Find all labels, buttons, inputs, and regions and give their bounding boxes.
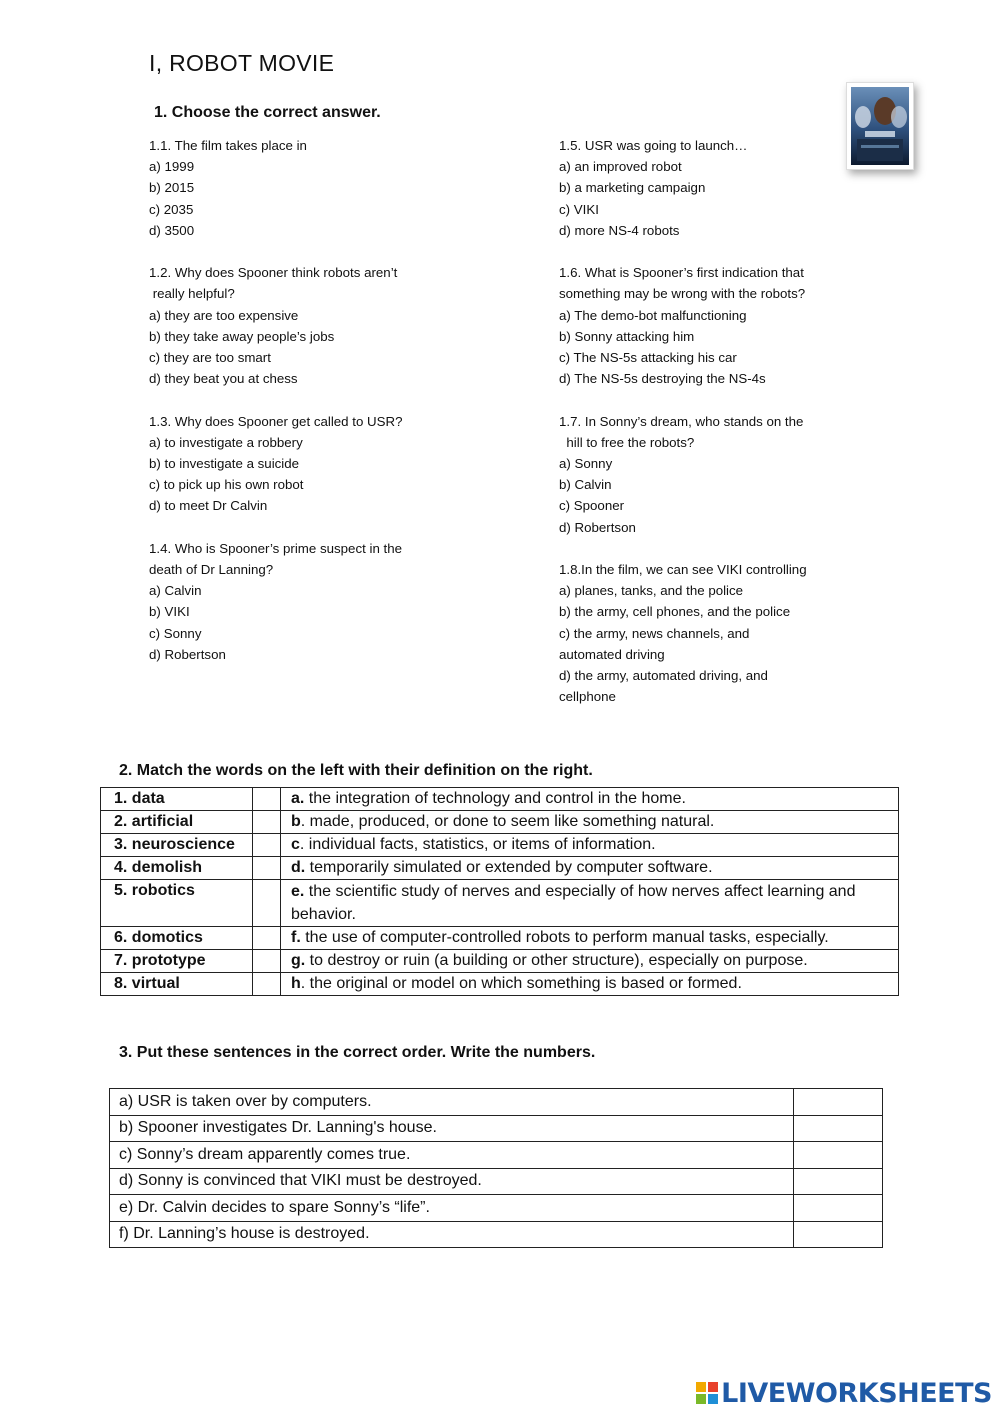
match-answer-box[interactable]	[253, 811, 281, 834]
questions-right-column	[559, 135, 807, 707]
section2-heading: 2. Match the words on the left with their definition on the right.	[119, 762, 593, 779]
question-line: hill to free the robots?	[559, 434, 695, 450]
match-definition	[281, 788, 899, 811]
match-answer-box[interactable]	[253, 950, 281, 973]
match-row	[101, 927, 899, 950]
match-definition	[281, 950, 899, 973]
order-sentence: f) Dr. Lanning’s house is destroyed.	[110, 1221, 794, 1248]
question-text: 1.6. What is Spooner’s first indication that	[559, 265, 804, 281]
question-gap	[149, 517, 403, 538]
order-answer-box[interactable]	[794, 1168, 883, 1195]
order-row	[110, 1221, 883, 1248]
question-line: d) the army, automated driving, and	[559, 668, 768, 684]
definition-text: . the original or model on which something is based or formed.	[300, 975, 742, 992]
question-line: b) Calvin	[559, 477, 612, 493]
question-line: d) The NS-5s destroying the NS-4s	[559, 371, 766, 387]
definition-letter: f.	[291, 929, 301, 946]
question-line: something may be wrong with the robots?	[559, 286, 806, 302]
question-line: b) VIKI	[149, 604, 190, 620]
logo-squares-icon	[696, 1382, 718, 1404]
question-line: d) they beat you at chess	[149, 371, 298, 387]
definition-text: the integration of technology and control in the home.	[304, 790, 686, 807]
question-gap	[559, 389, 807, 410]
question-gap	[559, 241, 807, 262]
question-line: c) VIKI	[559, 201, 599, 217]
match-answer-box[interactable]	[253, 973, 281, 996]
liveworksheets-logo	[696, 1376, 992, 1410]
definition-text: to destroy or ruin (a building or other structure), especially on purpose.	[305, 952, 808, 969]
logo-text: LIVEWORKSHEETS	[721, 1377, 992, 1409]
question-line: c) The NS-5s attacking his car	[559, 350, 737, 366]
match-answer-box[interactable]	[253, 880, 281, 927]
match-definition	[281, 834, 899, 857]
question-line: d) more NS-4 robots	[559, 222, 680, 238]
order-row	[110, 1142, 883, 1169]
match-row	[101, 973, 899, 996]
questions-left-column	[149, 135, 403, 665]
ordering-table	[109, 1088, 883, 1248]
definition-text: . individual facts, statistics, or items of information.	[299, 836, 656, 853]
order-sentence: d) Sonny is convinced that VIKI must be destroyed.	[110, 1168, 794, 1195]
question-line: a) to investigate a robbery	[149, 434, 303, 450]
question-line: a) they are too expensive	[149, 307, 299, 323]
match-row	[101, 834, 899, 857]
question-line: a) planes, tanks, and the police	[559, 583, 744, 599]
match-answer-box[interactable]	[253, 788, 281, 811]
question-line: b) they take away people’s jobs	[149, 328, 335, 344]
question-line: d) Robertson	[149, 646, 226, 662]
match-word: 4. demolish	[101, 857, 253, 880]
question-line: b) the army, cell phones, and the police	[559, 604, 791, 620]
order-sentence: a) USR is taken over by computers.	[110, 1089, 794, 1116]
definition-text: the scientific study of nerves and especially of how nerves affect learning and behavior.	[291, 883, 856, 923]
question-line: c) Spooner	[559, 498, 625, 514]
match-row	[101, 950, 899, 973]
definition-letter: d.	[291, 859, 306, 876]
order-sentence: e) Dr. Calvin decides to spare Sonny’s “life”.	[110, 1195, 794, 1222]
match-row	[101, 788, 899, 811]
match-row	[101, 857, 899, 880]
question-line: c) to pick up his own robot	[149, 477, 304, 493]
section1-heading: 1. Choose the correct answer.	[154, 104, 381, 121]
definition-text: temporarily simulated or extended by computer software.	[305, 859, 713, 876]
order-answer-box[interactable]	[794, 1221, 883, 1248]
question-text: 1.4. Who is Spooner’s prime suspect in the	[149, 540, 403, 556]
match-answer-box[interactable]	[253, 927, 281, 950]
match-word: 7. prototype	[101, 950, 253, 973]
question-text: 1.2. Why does Spooner think robots aren’t	[149, 265, 398, 281]
order-row	[110, 1195, 883, 1222]
question-gap	[559, 538, 807, 559]
question-line: a) 1999	[149, 159, 195, 175]
question-text: 1.7. In Sonny’s dream, who stands on the	[559, 413, 804, 429]
question-line: a) Sonny	[559, 456, 613, 472]
definition-letter: a.	[291, 790, 305, 807]
definition-letter: c	[291, 836, 300, 853]
order-answer-box[interactable]	[794, 1142, 883, 1169]
definition-letter: e.	[291, 883, 305, 900]
match-definition	[281, 927, 899, 950]
question-line: really helpful?	[149, 286, 235, 302]
match-definition	[281, 973, 899, 996]
question-text: 1.1. The film takes place in	[149, 138, 307, 153]
order-answer-box[interactable]	[794, 1089, 883, 1116]
match-answer-box[interactable]	[253, 857, 281, 880]
match-row	[101, 811, 899, 834]
question-line: c) they are too smart	[149, 350, 271, 366]
question-line: a) an improved robot	[559, 159, 682, 175]
movie-poster	[846, 82, 914, 170]
matching-table	[100, 787, 899, 996]
match-definition	[281, 857, 899, 880]
match-definition	[281, 811, 899, 834]
question-text: 1.3. Why does Spooner get called to USR?	[149, 413, 403, 429]
definition-letter: h	[291, 975, 301, 992]
order-answer-box[interactable]	[794, 1195, 883, 1222]
match-word: 5. robotics	[101, 880, 253, 927]
question-line: c) the army, news channels, and	[559, 625, 750, 641]
match-word: 6. domotics	[101, 927, 253, 950]
question-line: b) a marketing campaign	[559, 180, 706, 196]
question-line: b) to investigate a suicide	[149, 456, 300, 472]
question-gap	[149, 389, 403, 410]
question-text: 1.8.In the film, we can see VIKI controlling	[559, 562, 807, 578]
question-line: a) Calvin	[149, 583, 202, 599]
question-line: b) 2015	[149, 180, 195, 196]
order-answer-box[interactable]	[794, 1115, 883, 1142]
match-answer-box[interactable]	[253, 834, 281, 857]
question-gap	[149, 241, 403, 262]
order-sentence: c) Sonny’s dream apparently comes true.	[110, 1142, 794, 1169]
definition-letter: b	[291, 813, 301, 830]
definition-text: the use of computer-controlled robots to perform manual tasks, especially.	[300, 929, 829, 946]
order-sentence: b) Spooner investigates Dr. Lanning's house.	[110, 1115, 794, 1142]
order-row	[110, 1168, 883, 1195]
question-line: d) 3500	[149, 222, 195, 238]
question-line: c) 2035	[149, 201, 194, 217]
question-line: d) to meet Dr Calvin	[149, 498, 268, 514]
question-line: c) Sonny	[149, 625, 202, 641]
question-line: cellphone	[559, 689, 616, 705]
question-line: death of Dr Lanning?	[149, 562, 274, 578]
match-word: 1. data	[101, 788, 253, 811]
definition-text: . made, produced, or done to seem like something natural.	[300, 813, 715, 830]
match-row	[101, 880, 899, 927]
page-title: I, ROBOT MOVIE	[149, 50, 335, 76]
question-text: 1.5. USR was going to launch…	[559, 138, 748, 153]
question-line: d) Robertson	[559, 519, 636, 535]
definition-letter: g.	[291, 952, 306, 969]
match-word: 2. artificial	[101, 811, 253, 834]
question-line: b) Sonny attacking him	[559, 328, 695, 344]
movie-poster-image	[851, 87, 909, 165]
match-word: 3. neuroscience	[101, 834, 253, 857]
match-definition	[281, 880, 899, 927]
section3-heading: 3. Put these sentences in the correct order. Write the numbers.	[119, 1044, 596, 1061]
order-row	[110, 1089, 883, 1116]
match-word: 8. virtual	[101, 973, 253, 996]
question-line: a) The demo-bot malfunctioning	[559, 307, 747, 323]
question-line: automated driving	[559, 646, 665, 662]
order-row	[110, 1115, 883, 1142]
